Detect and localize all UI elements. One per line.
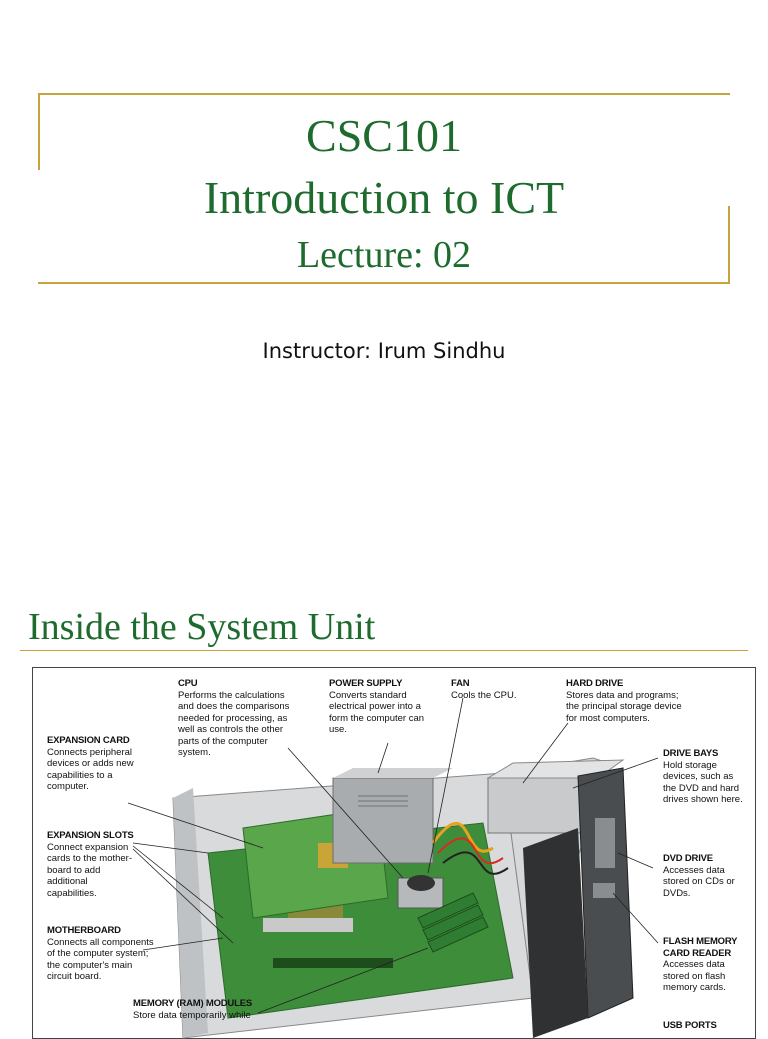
content-slide [0,512,768,1031]
label-expansion-slots-desc: Connect expansion cards to the mother-board to add additional capabilities. [47,841,133,899]
label-memory-name: MEMORY (RAM) MODULES [133,998,252,1009]
label-motherboard-desc: Connects all components of the computer system; the computer's main circuit board. [47,936,154,982]
instructor-name: Instructor: Irum Sindhu [262,339,506,363]
lecture-number: Lecture: 02 [296,234,472,276]
label-dvd-drive-desc: Accesses data stored on CDs or DVDs. [663,864,735,899]
label-drive-bays-desc: Hold storage devices, such as the DVD and hard drives shown here. [663,759,743,805]
label-power-supply [329,678,427,736]
label-usb-ports-name: USB PORTS [663,1020,717,1031]
label-expansion-card-desc: Connects peripheral devices or adds new capabilities to a computer. [47,746,134,792]
label-cpu-name: CPU [178,678,198,689]
label-memory-modules [133,998,273,1021]
label-memory-desc: Store data temporarily while [133,1009,251,1021]
slide-title: Inside the System Unit [28,606,376,648]
label-cpu-desc: Performs the calculations and does the comparisons needed for processing, as well as controls the other parts of the computer system. [178,689,290,758]
course-code: CSC101 [306,110,462,161]
label-expansion-card-name: EXPANSION CARD [47,735,130,746]
label-dvd-drive-name: DVD DRIVE [663,853,713,864]
label-motherboard-name: MOTHERBOARD [47,925,121,936]
label-flash-reader-desc: Accesses data stored on flash memory cards. [663,959,726,993]
frame-line-bottom [38,282,730,284]
label-cpu [178,678,298,759]
label-dvd-drive [663,853,743,899]
label-hard-drive-name: HARD DRIVE [566,678,624,689]
frame-line-top [38,93,730,95]
label-flash-reader-name: FLASH MEMORY CARD READER [663,936,738,959]
label-expansion-card [47,735,142,793]
label-drive-bays-name: DRIVE BAYS [663,748,719,759]
label-drive-bays [663,748,743,806]
label-hard-drive-desc: Stores data and programs; the principal storage device for most computers. [566,689,682,724]
label-power-supply-desc: Converts standard electrical power into a form the computer can use. [329,689,425,735]
label-fan [451,678,531,701]
title-underline [20,650,748,651]
label-flash-reader [663,936,745,994]
label-fan-name: FAN [451,678,470,689]
label-motherboard [47,925,155,983]
system-unit-diagram [32,667,756,1039]
label-hard-drive [566,678,691,724]
title-slide [0,0,768,512]
label-expansion-slots-name: EXPANSION SLOTS [47,830,134,841]
label-expansion-slots [47,830,139,899]
label-power-supply-name: POWER SUPPLY [329,678,403,689]
label-usb-ports [663,1020,743,1032]
course-name: Introduction to ICT [203,172,565,223]
label-fan-desc: Cools the CPU. [451,689,517,701]
